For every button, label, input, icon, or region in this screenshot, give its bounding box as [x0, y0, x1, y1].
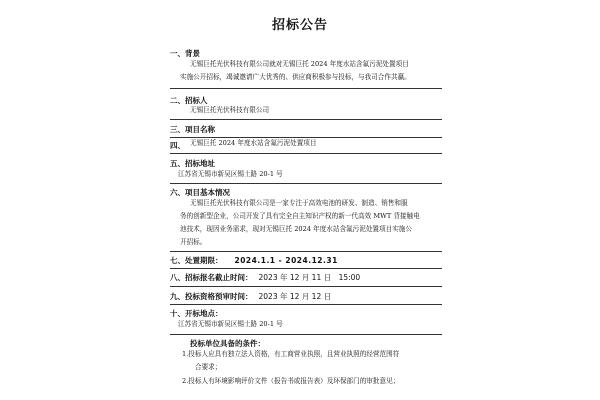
- registration-deadline-label: 八、招标报名截止时间：: [170, 273, 253, 282]
- prequalification-time-label: 九、投标资格预审时间：: [170, 292, 253, 301]
- overview-text-line-1: 无锡巨托光伏科技有限公司是一家专注于高效电池的研发、制造、销售和服: [190, 199, 408, 207]
- divider: [170, 183, 442, 184]
- background-text-line-2: 实施公开招标，竭诚邀请广大优秀的、供应商积极参与投标，与我司合作共赢。: [180, 73, 411, 81]
- divider: [170, 88, 442, 89]
- section-heading-background: 一、背景: [170, 49, 200, 58]
- disposal-period-label: 七、处置期限：: [170, 256, 223, 265]
- divider: [170, 334, 442, 335]
- section-registration-deadline: [170, 272, 360, 283]
- section-heading-bidder-requirements: 投标单位具备的条件：: [190, 339, 265, 348]
- divider: [170, 286, 442, 287]
- section-heading-project-name: 三、项目名称: [170, 125, 215, 134]
- document-title: 招标公告: [271, 18, 328, 33]
- divider: [170, 268, 442, 269]
- background-text-line-1: 无锡巨托光伏科技有限公司就对无锡巨托 2024 年度水站含氟污泥处置项目: [190, 60, 409, 68]
- project-name-text: 无锡巨托 2024 年度水站含氟污泥处置项目: [190, 139, 317, 147]
- registration-deadline-value: 2023 年 12 月 11 日 15:00: [258, 273, 361, 282]
- disposal-period-value: 2024.1.1 - 2024.12.31: [234, 256, 338, 265]
- section-heading-bid-opening-location: 十、开标地点：: [170, 309, 223, 318]
- bid-opening-location-text: 江苏省无锡市新吴区锡士路 20-1 号: [178, 320, 283, 328]
- divider: [170, 153, 442, 154]
- overview-text-line-3: 池技术，现因业务需求，现对无锡巨托 2024 年度水站含氟污泥处置项目实施公: [180, 225, 412, 233]
- divider: [170, 304, 442, 305]
- overview-text-line-4: 开招标。: [180, 238, 207, 246]
- tender-address-text: 江苏省无锡市新吴区锡士路 20-1 号: [178, 170, 283, 178]
- requirement-1-line-1: 1.投标人应具有独立法人资格，有工商营业执照，且营业执照的经营范围符: [182, 350, 400, 358]
- section-prequalification-time: [170, 291, 331, 302]
- section-heading-project-overview: 六、项目基本情况: [170, 188, 230, 197]
- tenderer-name: 无锡巨托光伏科技有限公司: [190, 106, 270, 114]
- requirement-2: 2.投标人有环境影响评价文件（报告书或报告表）及环保部门的审批意见；: [182, 377, 400, 385]
- requirement-1-line-2: 合要求；: [195, 363, 222, 371]
- overview-text-line-2: 务的创新型企业，公司开发了具有完全自主知识产权的新一代高效 MWT 背接触电: [180, 212, 420, 220]
- section-heading-four: 四、: [170, 141, 185, 150]
- prequalification-time-value: 2023 年 12 月 12 日: [258, 292, 332, 301]
- divider: [170, 119, 442, 120]
- section-heading-tenderer: 二、招标人: [170, 96, 208, 105]
- section-heading-tender-address: 五、招标地址: [170, 159, 215, 168]
- section-disposal-period: [170, 255, 338, 266]
- divider: [170, 251, 442, 252]
